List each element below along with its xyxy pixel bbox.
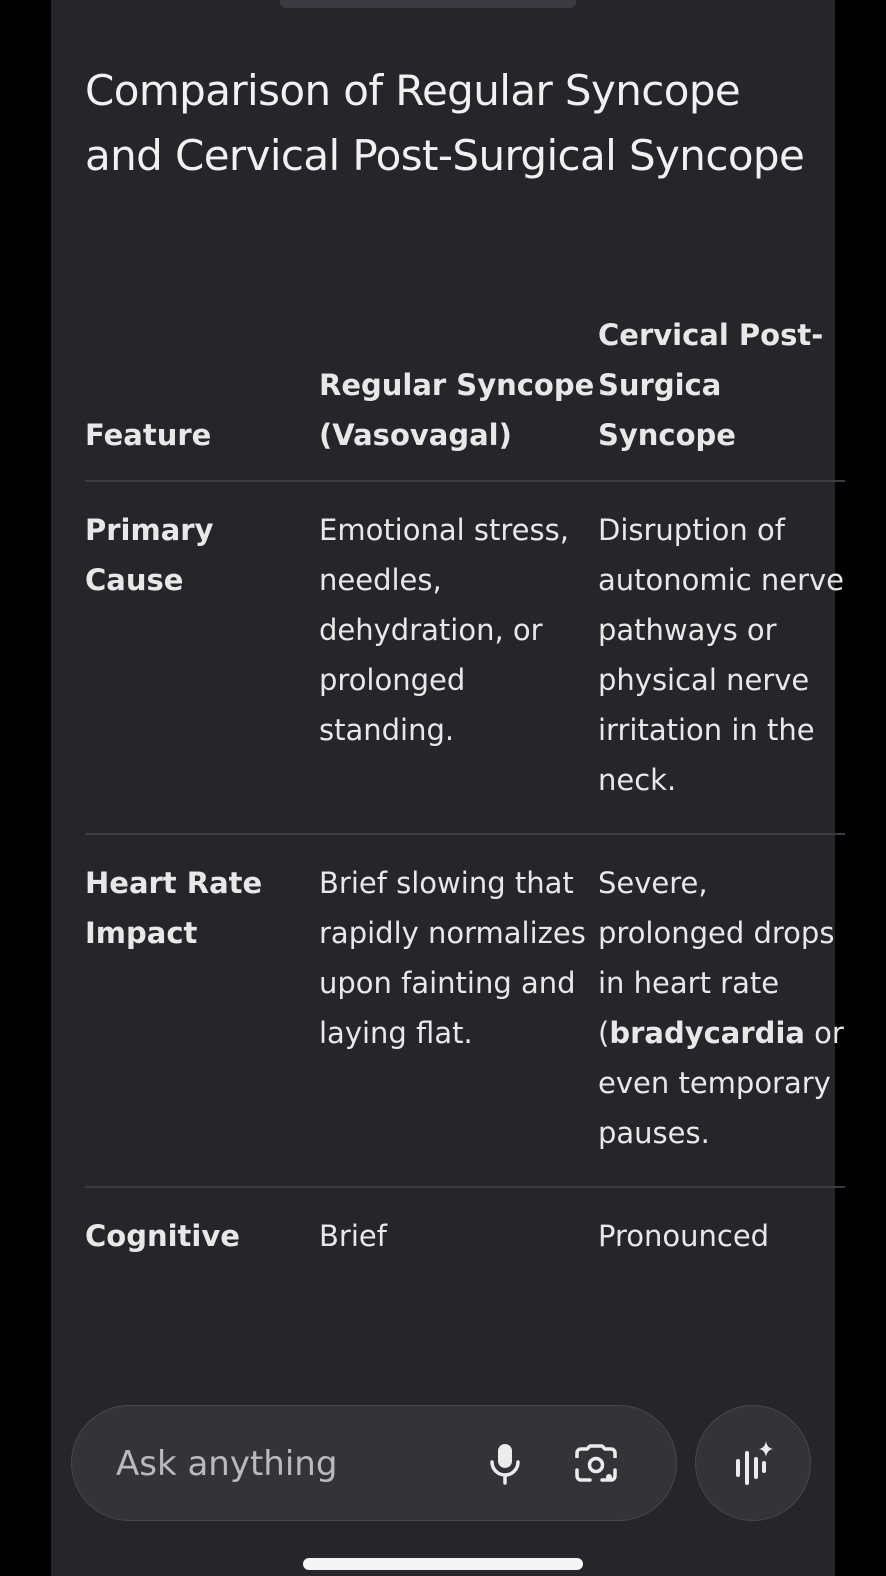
table-row bbox=[85, 481, 845, 834]
home-indicator[interactable] bbox=[303, 1558, 583, 1570]
row-regular-cell: Brief slowing that rapidly normalizes upon fainting and laying flat. bbox=[319, 866, 586, 1050]
row-cervical-cell: Disruption of autonomic nerve pathways or physical nerve irritation in the neck. bbox=[598, 513, 845, 797]
live-voice-button[interactable] bbox=[695, 1405, 811, 1521]
camera-search-icon bbox=[574, 1444, 618, 1484]
ask-input-bar[interactable] bbox=[71, 1405, 677, 1521]
row-feature-label: Primary Cause bbox=[85, 513, 214, 597]
microphone-icon bbox=[487, 1442, 523, 1486]
comparison-table bbox=[85, 310, 845, 1289]
drag-handle[interactable] bbox=[280, 0, 576, 8]
row-regular-cell: Brief bbox=[319, 1219, 387, 1253]
row-cervical-cell bbox=[598, 834, 845, 1187]
cell-text: or even temporary pauses. bbox=[598, 1016, 844, 1150]
page-title: Comparison of Regular Syncope and Cervical Post-Surgical Syncope bbox=[85, 66, 805, 180]
header-regular-syncope: Regular Syncope (Vasovagal) bbox=[319, 368, 595, 452]
bold-term: bradycardia bbox=[609, 1016, 805, 1050]
table-row bbox=[85, 834, 845, 1187]
sparkle-waveform-icon bbox=[730, 1439, 776, 1487]
row-feature-label: Heart Rate Impact bbox=[85, 866, 263, 950]
comparison-table-container[interactable] bbox=[85, 310, 845, 1410]
microphone-button[interactable] bbox=[477, 1436, 533, 1492]
table-row bbox=[85, 1187, 845, 1289]
row-feature-label: Cognitive bbox=[85, 1219, 240, 1253]
header-feature: Feature bbox=[85, 418, 212, 452]
row-cervical-cell: Pronounced bbox=[598, 1219, 770, 1253]
row-regular-cell: Emotional stress, needles, dehydration, or prolonged standing. bbox=[319, 513, 569, 747]
ask-input-placeholder[interactable]: Ask anything bbox=[116, 1444, 338, 1484]
app-screen bbox=[51, 0, 845, 1576]
cell-text: Severe, prolonged drops in heart rate ( bbox=[598, 866, 835, 1050]
camera-search-button[interactable] bbox=[568, 1436, 624, 1492]
table-header-row bbox=[85, 310, 845, 481]
header-cervical-syncope: Cervical Post-Surgica Syncope bbox=[598, 318, 824, 452]
